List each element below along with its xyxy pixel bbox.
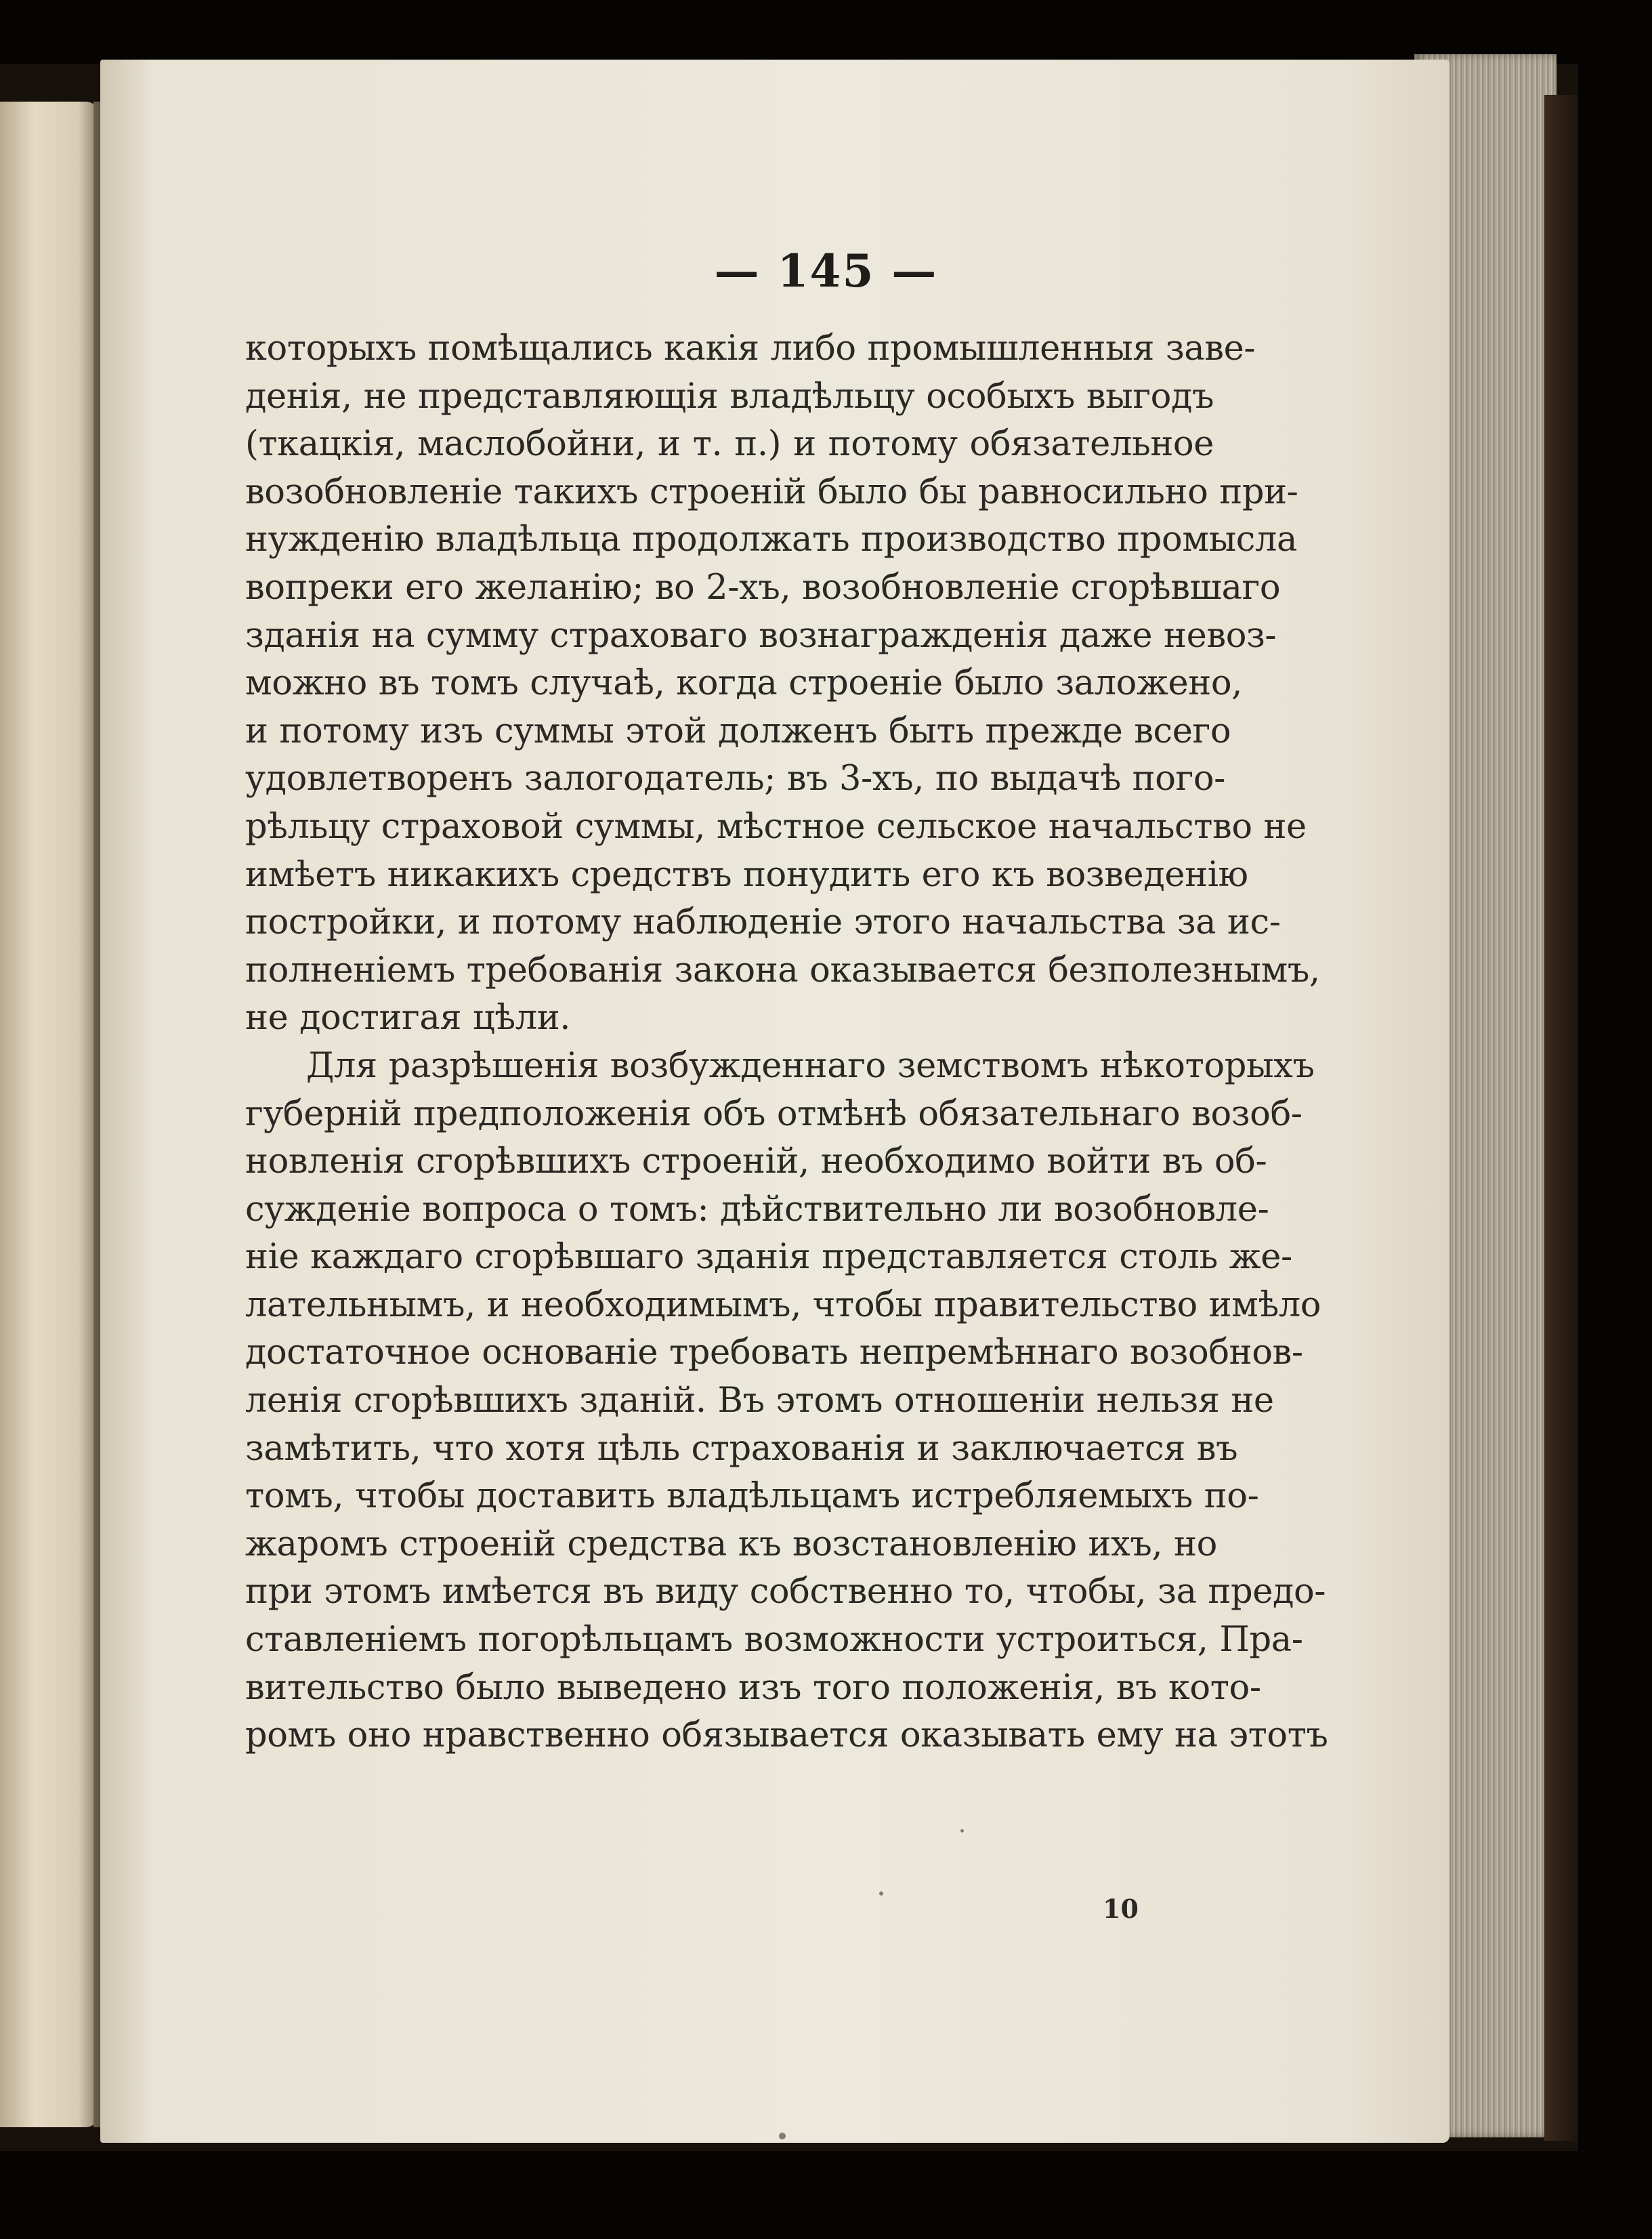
- text-line: при этомъ имѣется въ виду собственно то, чтобы, за предо-: [245, 1572, 1326, 1612]
- text-line: можно въ томъ случаѣ, когда строеніе было заложено,: [245, 663, 1242, 704]
- text-line: ромъ оно нравственно обязывается оказывать ему на этотъ: [245, 1715, 1328, 1756]
- text-line: которыхъ помѣщались какія либо промышленныя заве-: [245, 329, 1256, 369]
- text-line: ленія сгорѣвшихъ зданій. Въ этомъ отношеніи нельзя не: [245, 1381, 1274, 1421]
- text-line: Для разрѣшенія возбужденнаго земствомъ нѣкоторыхъ: [306, 1045, 1315, 1086]
- text-line: достаточное основаніе требовать непремѣннаго возобнов-: [245, 1333, 1303, 1373]
- paper-speck: [879, 1891, 883, 1896]
- left-page-edge: [0, 102, 98, 2127]
- text-line: сужденіе вопроса о томъ: дѣйствительно ли возобновле-: [245, 1189, 1269, 1230]
- text-line: и потому изъ суммы этой долженъ быть прежде всего: [245, 711, 1231, 751]
- text-line: лательнымъ, и необходимымъ, чтобы правительство имѣло: [245, 1284, 1321, 1325]
- page-number-header: — 145 —: [714, 245, 938, 297]
- text-line: зданія на сумму страховаго вознагражденія даже невоз-: [245, 615, 1277, 656]
- text-line: ставленіемъ погорѣльцамъ возможности устроиться, Пра-: [245, 1620, 1303, 1660]
- text-line: томъ, чтобы доставить владѣльцамъ истребляемыхъ по-: [245, 1476, 1259, 1517]
- text-line: (ткацкія, маслобойни, и т. п.) и потому обязательное: [245, 424, 1214, 465]
- text-line: возобновленіе такихъ строеній было бы равносильно при-: [245, 472, 1298, 512]
- text-line: имѣетъ никакихъ средствъ понудить его къ возведенію: [245, 854, 1248, 895]
- text-line: удовлетворенъ залогодатель; въ 3-хъ, по выдачѣ пого-: [245, 759, 1225, 799]
- paper-speck: [779, 2133, 786, 2139]
- text-line: нужденію владѣльца продолжать производство промысла: [245, 520, 1297, 560]
- text-line: вопреки его желанію; во 2-хъ, возобновленіе сгорѣвшаго: [245, 567, 1281, 608]
- text-line: рѣльцу страховой суммы, мѣстное сельское начальство не: [245, 806, 1307, 847]
- text-line: денія, не представляющія владѣльцу особыхъ выгодъ: [245, 376, 1214, 417]
- text-line: новленія сгорѣвшихъ строеній, необходимо войти въ об-: [245, 1142, 1267, 1182]
- text-line: вительство было выведено изъ того положенія, въ кото-: [245, 1667, 1261, 1708]
- paper-speck: [960, 1829, 964, 1833]
- text-line: губерній предположенія объ отмѣнѣ обязательнаго возоб-: [245, 1093, 1302, 1134]
- text-line: постройки, и потому наблюденіе этого начальства за ис-: [245, 902, 1281, 943]
- body-text: [245, 325, 1328, 1760]
- book-cover-edge: [1544, 95, 1578, 2141]
- text-line: замѣтить, что хотя цѣль страхованія и заключается въ: [245, 1428, 1238, 1469]
- text-line: жаромъ строеній средства къ возстановленію ихъ, но: [245, 1524, 1217, 1564]
- text-line: ніе каждаго сгорѣвшаго зданія представляется столь же-: [245, 1237, 1292, 1278]
- text-line: не достигая цѣли.: [245, 998, 571, 1039]
- text-line: полненіемъ требованія закона оказывается безполезнымъ,: [245, 950, 1320, 990]
- signature-number: 10: [1103, 1893, 1139, 1924]
